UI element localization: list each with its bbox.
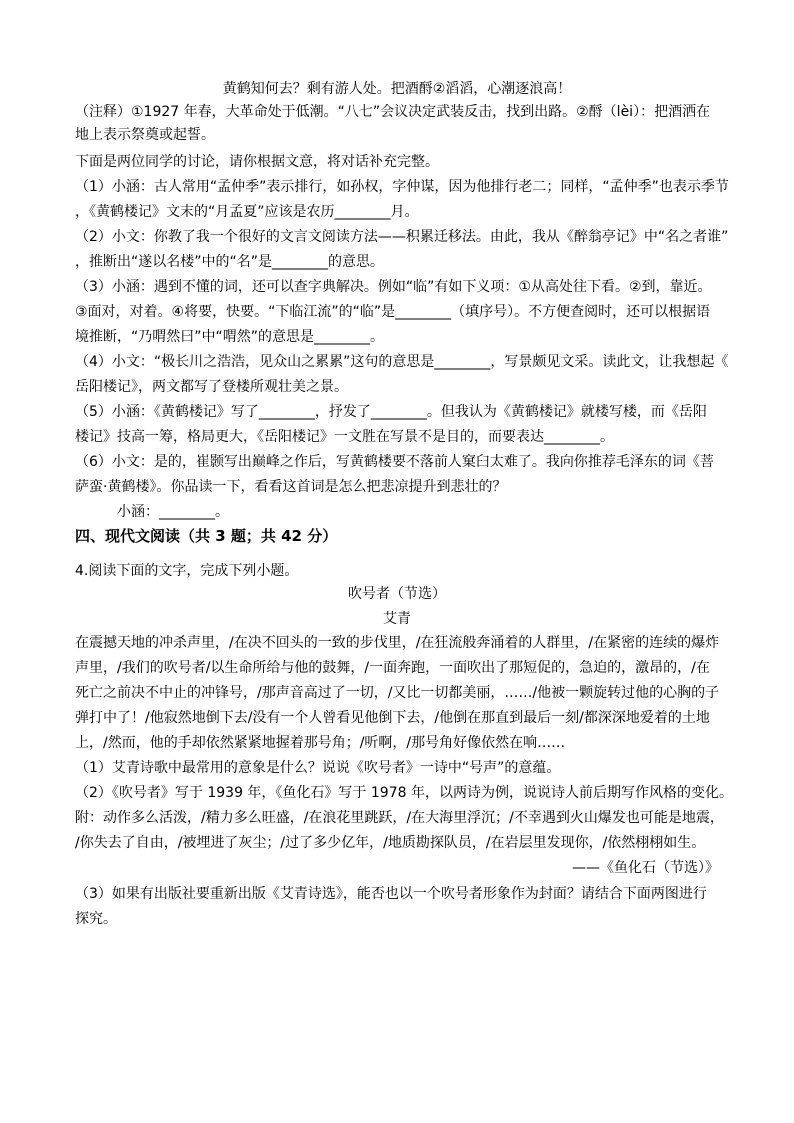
question-3-line-2: ③面对，对着。④将要，快要。“下临江流”的“临”是________（填序号）。不方便查阅时，还可以根据语 <box>75 304 711 320</box>
question-4-line-2: 岳阳楼记》，两文都写了登楼所观壮美之景。 <box>75 379 348 395</box>
question-4-prompt: 4.阅读下面的文字，完成下列小题。 <box>75 563 299 579</box>
subquestion-1: （1）艾青诗歌中最常用的意象是什么？说说《吹号者》一诗中“号声”的意蕴。 <box>75 760 561 776</box>
question-2-line-1: （2）小文：你教了我一个很好的文言文阅读方法——积累迁移法。由此，我从《醉翁亭记》中“名之者谁” <box>75 229 729 245</box>
appendix-line-1: 附：动作多么活泼，/精力多么旺盛，/在浪花里跳跃，/在大海里浮沉；/不幸遇到火山爆发也可能是地震， <box>75 810 724 826</box>
appendix-source: ——《鱼化石（节选）》 <box>572 860 719 876</box>
question-2-line-2: ，推断出“遂以名楼”中的“名”是________的意思。 <box>75 254 385 270</box>
question-1-line-2: ，《黄鹤楼记》文末的“月孟夏”应该是农历________月。 <box>75 204 419 220</box>
question-1-line-1: （1）小涵：古人常用“孟仲季”表示排行，如孙权，字仲谋，因为他排行老二；同样，“孟仲季”也表示季节 <box>75 179 729 195</box>
question-6-line-2: 萨蛮·黄鹤楼》。你品读一下，看看这首词是怎么把悲凉提升到悲壮的？ <box>75 479 507 495</box>
poem-text-line-4: 弹打中了！/他寂然地倒下去/没有一个人曾看见他倒下去，/他倒在那直到最后一刻/都深深地爱着的土地 <box>75 710 710 726</box>
poem-author: 艾青 <box>383 611 411 627</box>
poem-text-line-1: 在震撼天地的冲杀声里，/在决不回头的一致的步伐里，/在狂流般奔涌着的人群里，/在紧密的连续的爆炸 <box>75 635 720 651</box>
subquestion-3-line-1: （3）如果有出版社要重新出版《艾青诗选》，能否也以一个吹号者形象作为封面？请结合下面两图进行 <box>75 886 707 902</box>
question-5-line-1: （5）小涵：《黄鹤楼记》写了________，抒发了________。但我认为《黄鹤楼记》就楼写楼，而《岳阳 <box>75 404 707 420</box>
question-5-line-2: 楼记》技高一筹，格局更大，《岳阳楼记》一文胜在写景不是目的，而要表达________。 <box>75 429 614 445</box>
poem-text-line-5: 上，/然而，他的手却依然紧紧地握着那号角；/听啊，/那号角好像依然在响…… <box>75 735 566 751</box>
poem-text-line-3: 死亡之前决不中止的冲锋号，/那声音高过了一切，/又比一切都美丽，……/他被一颗旋转过他的心胸的子 <box>75 685 720 701</box>
question-3-line-3: 境推断，“乃喟然曰”中“喟然”的意思是________。 <box>75 329 385 345</box>
poem-title: 吹号者（节选） <box>348 586 446 602</box>
section-heading-modern-reading: 四、现代文阅读（共 3 题；共 42 分） <box>75 527 338 545</box>
poem-final-line: 黄鹤知何去？剩有游人处。把酒酹②滔滔，心潮逐浪高！ <box>222 81 572 97</box>
subquestion-3-line-2: 探究。 <box>75 911 117 927</box>
question-6-line-1: （6）小文：是的，崔颢写出巅峰之作后，写黄鹤楼要不落前人窠臼太难了。我向你推荐毛泽东的词《菩 <box>75 454 714 470</box>
appendix-line-2: /你失去了自由，/被埋进了灰尘；/过了多少亿年，/地质勘探队员，/在岩层里发现你，/依然栩栩如生。 <box>75 835 706 851</box>
discussion-intro: 下面是两位同学的讨论，请你根据文意，将对话补充完整。 <box>75 154 439 170</box>
question-3-line-1: （3）小涵：遇到不懂的词，还可以查字典解决。例如“临”有如下义项：①从高处往下看。②到，靠近。 <box>75 279 712 295</box>
poem-text-line-2: 声里，/我们的吹号者/以生命所给与他的鼓舞，/一面奔跑，一面吹出了那短促的，急迫的，激昂的，/在 <box>75 660 710 676</box>
question-4-line-1: （4）小文：“极长川之浩浩，见众山之累累”这句的意思是________，写景颇见文采。读此文，让我想起《 <box>75 354 729 370</box>
annotation-line-2: 地上表示祭奠或起誓。 <box>75 127 215 143</box>
subquestion-2: （2）《吹号者》写于 1939 年，《鱼化石》写于 1978 年，以两诗为例，说说诗人前后期写作风格的变化。 <box>75 785 733 801</box>
question-6-answer: 小涵：________。 <box>117 504 229 520</box>
annotation-line-1: （注释）①1927 年春，大革命处于低潮。“八七”会议决定武装反击，找到出路。②酹（lèi）：把酒洒在 <box>75 104 711 120</box>
